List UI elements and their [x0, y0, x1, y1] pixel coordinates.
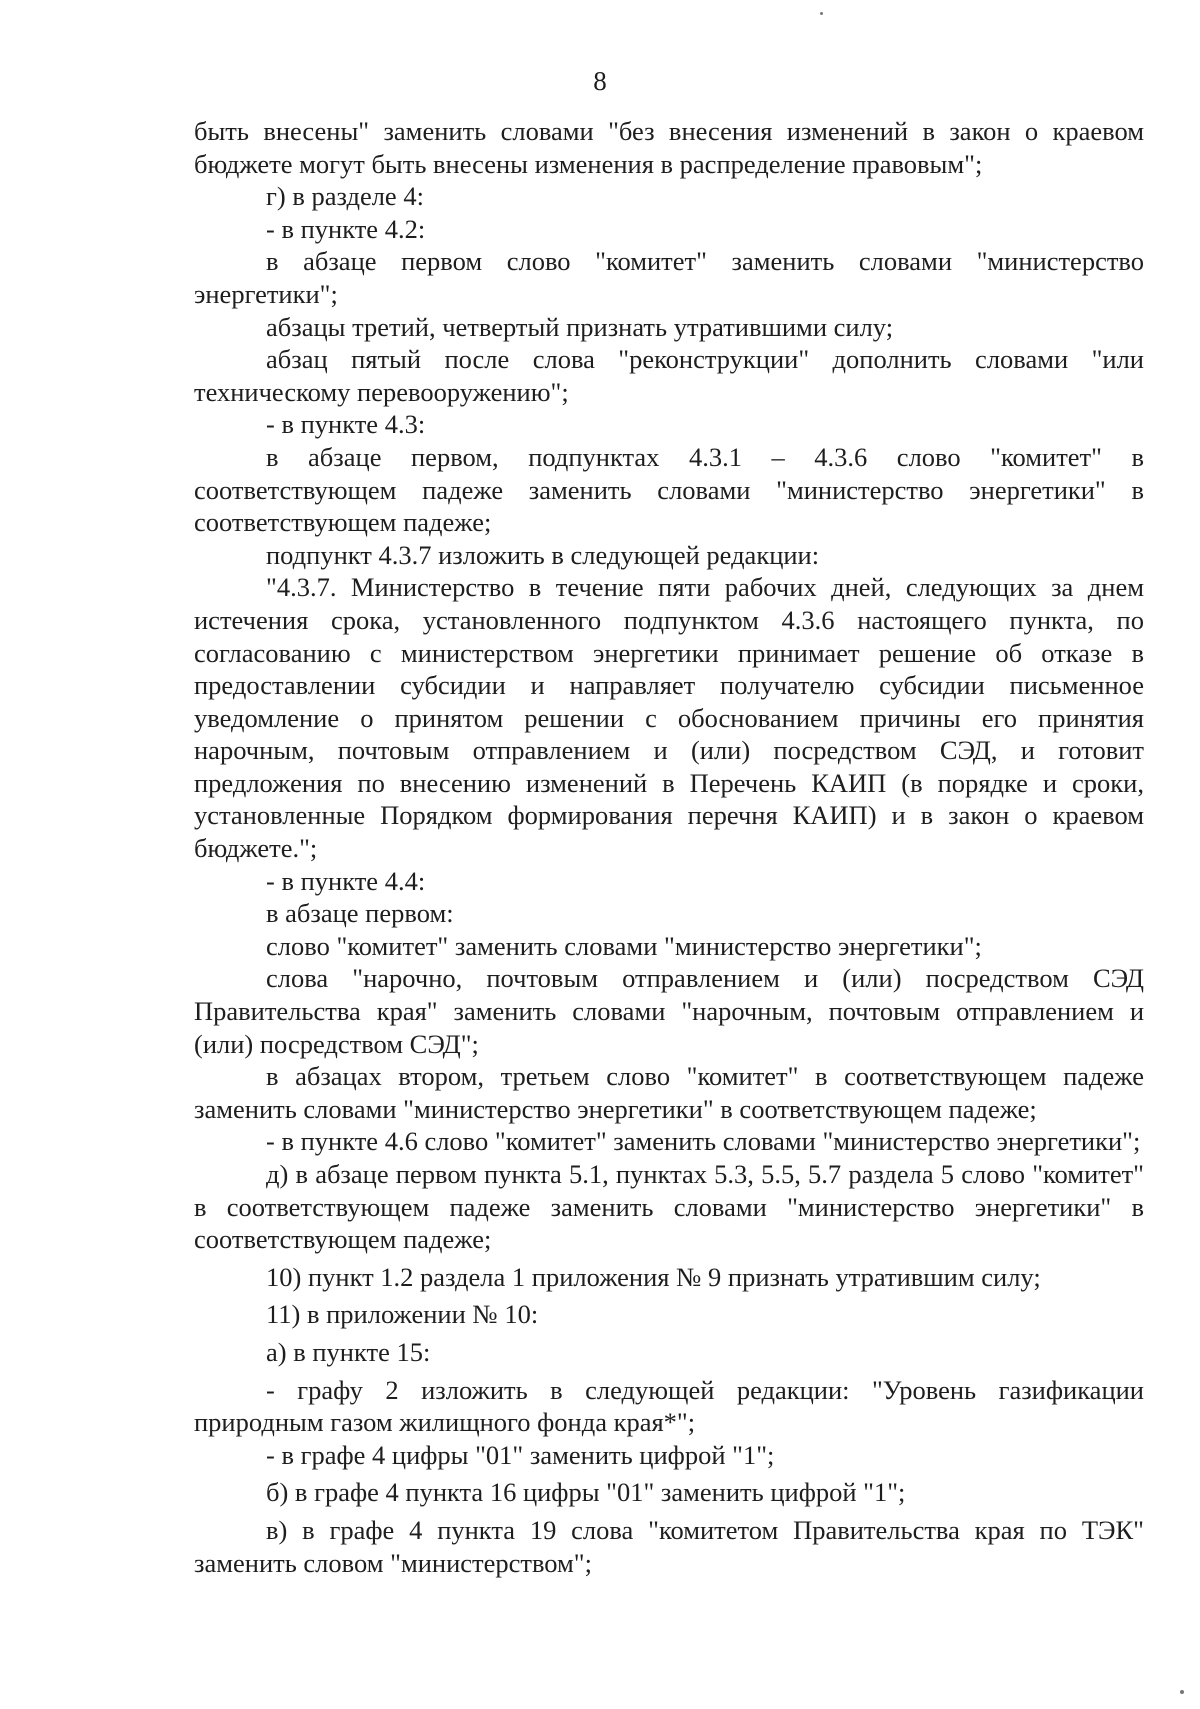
- paragraph: а) в пункте 15:: [266, 1336, 431, 1367]
- paragraph: - в графе 4 цифры "01" заменить цифрой "1";: [266, 1439, 775, 1470]
- paragraph: быть внесены" заменить словами "без внесения изменений в закон о краевом бюджете могут быть внесены изменения в распределение правовым";: [194, 116, 1144, 179]
- paragraph: - в пункте 4.2:: [266, 213, 426, 244]
- paragraph: 11) в приложении № 10:: [266, 1299, 539, 1330]
- paragraph: - в пункте 4.3:: [266, 409, 426, 440]
- page-number: 8: [593, 66, 607, 96]
- paragraph: б) в графе 4 пункта 16 цифры "01" заменить цифрой "1";: [266, 1477, 906, 1508]
- paragraph: "4.3.7. Министерство в течение пяти рабочих дней, следующих за днем истечения срока, установленного подпунктом 4.3.6 настоящего пункта, по согласованию с министерством энергетики принимает решение об отказе в предоставлении субсидии и направляет получателю субсидии письменное уведомление о принятом решении с обоснованием причины его принятия нарочным, почтовым отправлением и (или) посредством СЭД, и готовит предложения по внесению изменений в Перечень КАИП (в порядке и сроки, установленные Порядком формирования перечня КАИП) и в закон о краевом бюджете.";: [194, 572, 1144, 864]
- paragraph: 10) пункт 1.2 раздела 1 приложения № 9 признать утратившим силу;: [266, 1261, 1041, 1292]
- paragraph: подпункт 4.3.7 изложить в следующей редакции:: [266, 539, 820, 570]
- paragraph: в абзаце первом, подпунктах 4.3.1 – 4.3.6 слово "комитет" в соответствующем падеже заменить словами "министерство энергетики" в соответствующем падеже;: [194, 441, 1144, 538]
- paragraph: д) в абзаце первом пункта 5.1, пунктах 5.3, 5.5, 5.7 раздела 5 слово "комитет" в соответствующем падеже заменить словами "министерство энергетики" в соответствующем падеже;: [194, 1159, 1144, 1255]
- paragraph: слово "комитет" заменить словами "министерство энергетики";: [266, 930, 982, 961]
- scan-speck: [1180, 1690, 1184, 1694]
- paragraph: абзац пятый после слова "реконструкции" дополнить словами "или техническому перевооружению";: [194, 344, 1144, 407]
- document-body: [194, 115, 1144, 1579]
- paragraph: абзацы третий, четвертый признать утратившими силу;: [266, 311, 894, 342]
- paragraph: - в пункте 4.6 слово "комитет" заменить словами "министерство энергетики";: [266, 1126, 1141, 1157]
- paragraph: г) в разделе 4:: [266, 181, 424, 212]
- scan-speck: [820, 12, 823, 15]
- paragraph: - графу 2 изложить в следующей редакции: "Уровень газификации природным газом жилищного фонда края*";: [194, 1374, 1144, 1438]
- paragraph: в абзацах втором, третьем слово "комитет" в соответствующем падеже заменить словами "министерство энергетики" в соответствующем падеже;: [194, 1061, 1144, 1124]
- paragraph: - в пункте 4.4:: [266, 865, 426, 896]
- paragraph: слова "нарочно, почтовым отправлением и (или) посредством СЭД Правительства края" заменить словами "нарочным, почтовым отправлением и (или) посредством СЭД";: [194, 963, 1144, 1059]
- paragraph: в) в графе 4 пункта 19 слова "комитетом Правительства края по ТЭК" заменить словом "министерством";: [194, 1514, 1144, 1578]
- paragraph: в абзаце первом:: [266, 898, 454, 929]
- paragraph: в абзаце первом слово "комитет" заменить словами "министерство энергетики";: [194, 246, 1144, 309]
